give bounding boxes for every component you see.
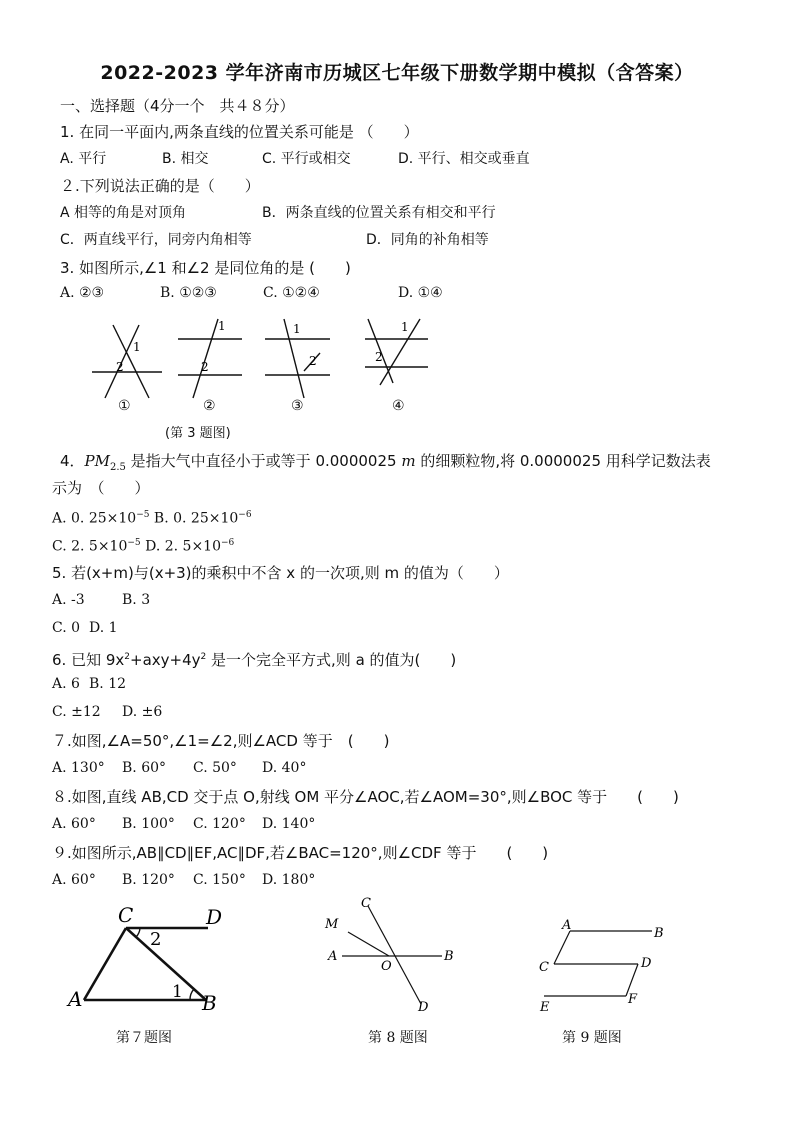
fig3-caption: (第 3 题图) <box>165 426 231 441</box>
question-3-figures <box>0 305 794 455</box>
q9-option-a: A. 60° <box>52 872 96 888</box>
fig7-angle-2: 2 <box>150 929 162 950</box>
fig3-3-angle-1: 1 <box>293 322 301 336</box>
q2-option-c: C．两直线平行，同旁内角相等 <box>60 232 252 248</box>
fig7-caption: 第７题图 <box>116 1030 172 1046</box>
fig7-angle-1: 1 <box>172 982 183 1002</box>
fig7-label-a: A <box>68 987 83 1011</box>
q6-option-a: A. 6 <box>52 676 80 692</box>
figure-9 <box>530 905 700 1025</box>
q2-option-a: A 相等的角是对顶角 <box>60 205 187 221</box>
q4-option-a: A. 0. 25×10 <box>52 510 137 527</box>
fig3-2-angle-1: 1 <box>218 319 226 333</box>
document-title: 2022-2023 学年济南市历城区七年级下册数学期中模拟（含答案） <box>100 62 694 84</box>
fig7-label-b: B <box>202 991 217 1015</box>
fig3-1-angle-2: 2 <box>116 360 124 374</box>
fig9-label-a: A <box>562 918 572 933</box>
q4-option-d: D. 2. 5×10 <box>140 538 221 555</box>
section-heading: 一、选择题（4分一个 共４８分） <box>60 97 295 115</box>
q1-option-b: B. 相交 <box>162 151 209 167</box>
fig3-label-3: ③ <box>291 398 304 414</box>
fig7-label-d: D <box>206 905 223 929</box>
question-4-stem: 4．$PM_{2.5}$ 是指大气中直径小于或等于 0.0000025 m 的细颗粒物,将 0.0000025 用科学记数法表 <box>60 452 711 473</box>
q2-option-b: B．两条直线的位置关系有相交和平行 <box>262 205 496 221</box>
fig3-4-angle-2: 2 <box>375 350 383 364</box>
q8-option-a: A. 60° <box>52 816 96 832</box>
q6-option-c: C. ±12 <box>52 704 101 720</box>
figure-8 <box>320 892 480 1022</box>
q5-option-c: C. 0 <box>52 620 81 636</box>
question-5-stem: 5. 若(x+m)与(x+3)的乘积中不含 x 的一次项,则 m 的值为（ ） <box>52 564 509 582</box>
q7-option-c: C. 50° <box>193 760 237 776</box>
q3-option-a: A. ②③ <box>60 285 105 301</box>
q6-option-b: B. 12 <box>89 676 127 692</box>
q3-option-b: B. ①②③ <box>160 285 217 301</box>
fig8-label-m: M <box>325 917 339 932</box>
q8-option-d: D. 140° <box>262 816 316 832</box>
figure-7 <box>60 900 260 1020</box>
fig8-label-a: A <box>328 949 338 964</box>
fig3-2-angle-2: 2 <box>201 360 209 374</box>
q1-option-c: C. 平行或相交 <box>262 151 351 167</box>
question-8-stem: ８.如图,直线 AB,CD 交于点 O,射线 OM 平分∠AOC,若∠AOM=30°,则∠BOC 等于 ( ) <box>52 788 679 806</box>
q5-option-a: A. -3 <box>52 592 85 608</box>
question-3-stem: 3. 如图所示,∠1 和∠2 是同位角的是 ( ) <box>60 259 351 277</box>
fig3-label-2: ② <box>203 398 216 414</box>
q9-option-d: D. 180° <box>262 872 316 888</box>
q1-option-d: D. 平行、相交或垂直 <box>398 151 530 167</box>
fig3-3-angle-2: 2 <box>309 354 317 368</box>
q3-option-d: D. ①④ <box>398 285 443 301</box>
q7-option-d: D. 40° <box>262 760 307 776</box>
q5-option-b: B. 3 <box>122 592 151 608</box>
q9-option-b: B. 120° <box>122 872 175 888</box>
fig9-label-d: D <box>641 956 652 971</box>
q1-option-a: A. 平行 <box>60 151 107 167</box>
question-4-stem-line2: 示为 （ ） <box>52 479 150 497</box>
fig8-label-d: D <box>418 1000 429 1015</box>
fig8-label-o: O <box>381 959 392 974</box>
fig9-caption: 第 9 题图 <box>562 1030 622 1046</box>
q5-option-d: D. 1 <box>89 620 118 636</box>
q4-options-cd: C. 2. $5\times 10^{-5}$ D. 2. $5\times 10^{-6}$ <box>52 538 235 555</box>
fig9-label-c: C <box>539 960 549 975</box>
q9-option-c: C. 150° <box>193 872 246 888</box>
fig9-label-b: B <box>654 926 664 941</box>
question-9-stem: ９.如图所示,AB∥CD∥EF,AC∥DF,若∠BAC=120°,则∠CDF 等于 ( ) <box>52 844 549 862</box>
fig9-label-f: F <box>628 992 638 1007</box>
fig3-1-angle-1: 1 <box>133 340 141 354</box>
q7-option-b: B. 60° <box>122 760 167 776</box>
fig8-label-c: C <box>361 896 371 911</box>
question-7-stem: ７.如图,∠A=50°,∠1=∠2,则∠ACD 等于 ( ) <box>52 732 390 750</box>
q6-option-d: D. ±6 <box>122 704 163 720</box>
fig9-label-e: E <box>540 1000 550 1015</box>
fig3-label-1: ① <box>118 398 131 414</box>
fig3-label-4: ④ <box>392 398 405 414</box>
q4-options-ab: A. 0. $25\times 10^{-5}$ B. 0. $25\times 10^{-6}$ <box>52 510 252 527</box>
question-1-stem: 1. 在同一平面内,两条直线的位置关系可能是 （ ） <box>60 123 419 141</box>
q8-option-c: C. 120° <box>193 816 246 832</box>
fig8-caption: 第 8 题图 <box>368 1030 428 1046</box>
q4-option-b: B. 0. 25×10 <box>149 510 239 527</box>
q8-option-b: B. 100° <box>122 816 175 832</box>
q2-option-d: D．同角的补角相等 <box>366 232 489 248</box>
fig7-label-c: C <box>118 903 134 927</box>
q3-option-c: C. ①②④ <box>263 285 320 301</box>
fig8-label-b: B <box>444 949 454 964</box>
q4-option-c: C. 2. 5×10 <box>52 538 128 555</box>
fig3-4-angle-1: 1 <box>401 320 409 334</box>
q7-option-a: A. 130° <box>52 760 105 776</box>
question-6-stem: 6. 已知 $9x^2+axy+4y^2$ 是一个完全平方式,则 a 的值为( ) <box>52 651 457 669</box>
question-2-stem: ２.下列说法正确的是（ ） <box>60 177 260 195</box>
